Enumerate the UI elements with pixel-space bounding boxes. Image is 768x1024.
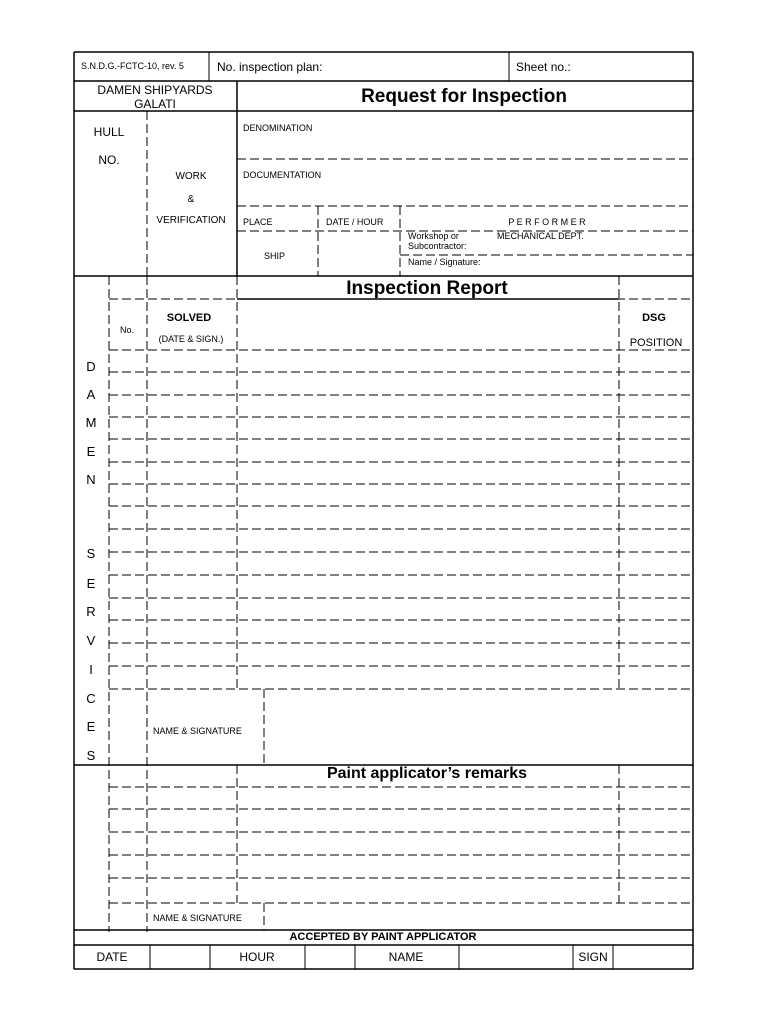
row-number-header: No. — [119, 325, 135, 335]
remarks-name-signature-label: NAME & SIGNATURE — [153, 913, 242, 923]
hull-label: HULL — [93, 125, 125, 139]
vertical-letter: A — [86, 387, 96, 402]
remarks-title: Paint applicator’s remarks — [326, 765, 528, 782]
solved-header: SOLVED — [166, 312, 212, 324]
inspection-report-title: Inspection Report — [346, 278, 508, 299]
vertical-letter: C — [86, 691, 96, 706]
vertical-letter: V — [86, 633, 96, 648]
date-sign-header: (DATE & SIGN.) — [158, 334, 224, 344]
dsg-header: DSG — [642, 312, 666, 324]
company-name-line1: DAMEN SHIPYARDS — [97, 83, 213, 97]
workshop-label-line1: Workshop or — [408, 231, 459, 241]
vertical-letter: D — [86, 359, 96, 374]
work-label: WORK — [175, 171, 207, 182]
mechanical-dept-label: MECHANICAL DEPT. — [497, 231, 584, 241]
form-code: S.N.D.G.-FCTC-10, rev. 5 — [81, 61, 184, 71]
vertical-letter: E — [86, 444, 96, 459]
vertical-letter: E — [86, 719, 96, 734]
ampersand-label: & — [187, 194, 195, 205]
position-header: POSITION — [629, 337, 683, 349]
vertical-letter: R — [86, 604, 96, 619]
verification-label: VERIFICATION — [156, 215, 226, 226]
inspection-plan-label: No. inspection plan: — [217, 60, 323, 74]
vertical-letter: N — [86, 472, 96, 487]
date-hour-label: DATE / HOUR — [326, 217, 384, 227]
footer-hour-label: HOUR — [239, 950, 275, 964]
workshop-label-line2: Subcontractor: — [408, 241, 467, 251]
documentation-label: DOCUMENTATION — [243, 170, 322, 180]
vertical-letter: I — [89, 662, 93, 677]
vertical-letter: M — [85, 415, 97, 430]
denomination-label: DENOMINATION — [243, 123, 313, 133]
place-label: PLACE — [243, 217, 273, 227]
footer-date-label: DATE — [96, 950, 128, 964]
vertical-letter: E — [86, 576, 96, 591]
performer-name-signature-label: Name / Signature: — [408, 257, 481, 267]
accepted-by-label: ACCEPTED BY PAINT APPLICATOR — [289, 931, 477, 943]
report-name-signature-label: NAME & SIGNATURE — [153, 726, 242, 736]
hull-no-label: NO. — [98, 153, 120, 167]
page-title: Request for Inspection — [361, 86, 567, 107]
footer-name-label: NAME — [388, 950, 424, 964]
footer-sign-label: SIGN — [578, 950, 608, 964]
company-name-line2: GALATI — [134, 97, 176, 111]
vertical-letter: S — [86, 748, 96, 763]
performer-label: P E R F O R M E R — [508, 217, 586, 227]
ship-label: SHIP — [264, 251, 286, 261]
vertical-letter: S — [86, 546, 96, 561]
sheet-number-label: Sheet no.: — [516, 60, 571, 74]
